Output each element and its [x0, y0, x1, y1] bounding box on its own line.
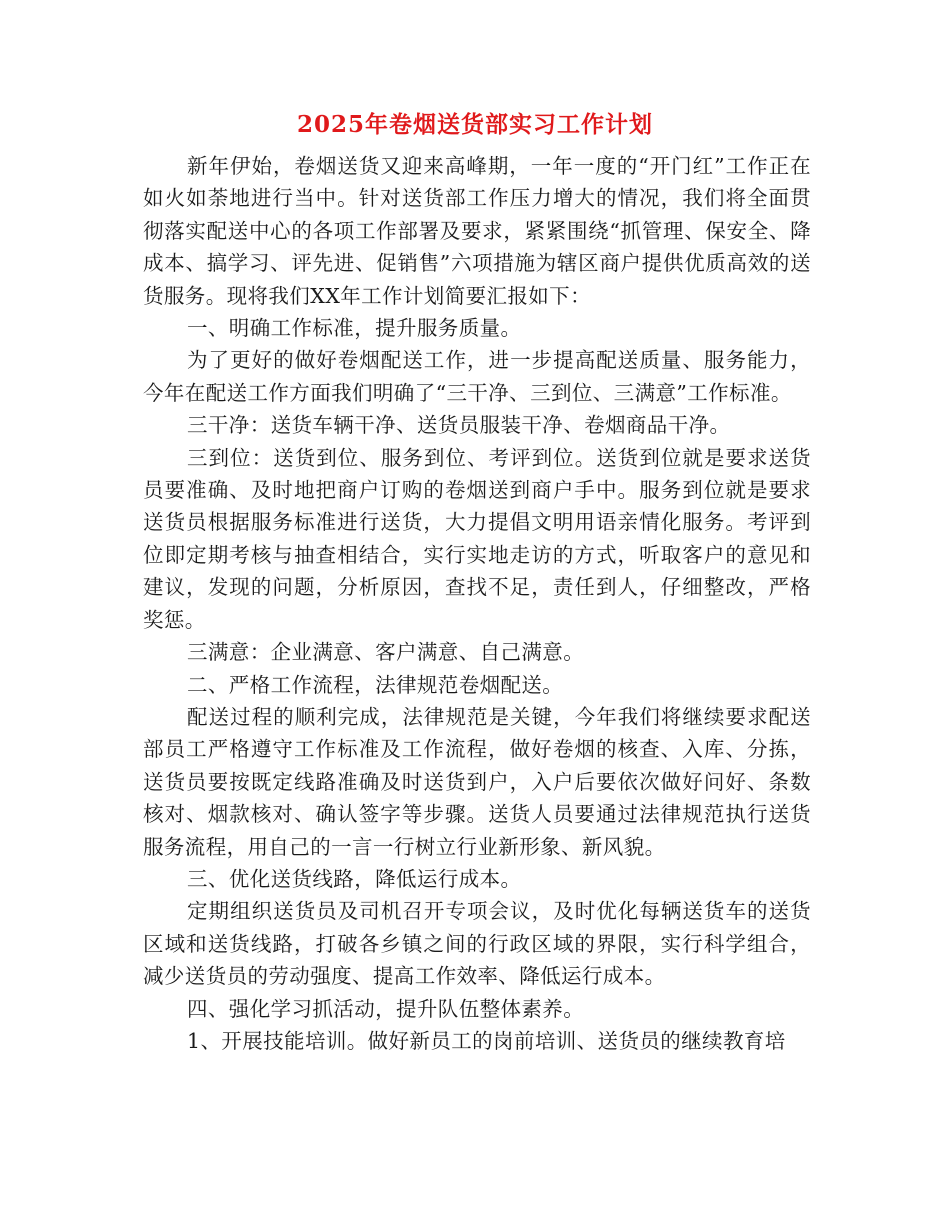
paragraph-three-clean: 三干净：送货车辆干净、送货员服装干净、卷烟商品干净。 [187, 413, 731, 438]
paragraph-process: 配送过程的顺利完成，法律规范是关键，今年我们将继续要求配送部员工严格遵守工作标准及工作流程，做好卷烟的核查、入库、分拣，送货员要按既定线路准确及时送货到户，入户后要依次做好问好、条数核对、烟款核对、确认签字等步骤。送货人员要通过法律规范执行送货服务流程，用自己的一言一行树立行业新形象、新风貌。 [143, 704, 811, 859]
paragraph-three-satisfied: 三满意：企业满意、客户满意、自己满意。 [187, 640, 585, 665]
section-heading-1: 一、明确工作标准，提升服务质量。 [187, 316, 522, 341]
paragraph-training: 1、开展技能培训。做好新员工的岗前培训、送货员的继续教育培 [187, 1028, 786, 1053]
paragraph-routes: 定期组织送货员及司机召开专项会议，及时优化每辆送货车的送货区域和送货线路，打破各乡镇之间的行政区域的界限，实行科学组合，减少送货员的劳动强度、提高工作效率、降低运行成本。 [143, 899, 811, 989]
paragraph-intro: 新年伊始，卷烟送货又迎来高峰期，一年一度的“开门红”工作正在如火如荼地进行当中。针对送货部工作压力增大的情况，我们将全面贯彻落实配送中心的各项工作部署及要求，紧紧围绕“抓管理、保安全、降成本、搞学习、评先进、促销售”六项措施为辖区商户提供优质高效的送货服务。现将我们XX年工作计划简要汇报如下： [143, 154, 811, 308]
section-heading-2: 二、严格工作流程，法律规范卷烟配送。 [187, 672, 564, 697]
page-title: 2025年卷烟送货部实习工作计划 [296, 111, 653, 138]
section-heading-4: 四、强化学习抓活动，提升队伍整体素养。 [187, 996, 585, 1021]
paragraph-three-in-place: 三到位：送货到位、服务到位、考评到位。送货到位就是要求送货员要准确、及时地把商户订购的卷烟送到商户手中。服务到位就是要求送货员根据服务标准进行送货，大力提倡文明用语亲情化服务。考评到位即定期考核与抽查相结合，实行实地走访的方式，听取客户的意见和建议，发现的问题，分析原因，查找不足，责任到人，仔细整改，严格奖惩。 [143, 445, 811, 632]
section-heading-3: 三、优化送货线路，降低运行成本。 [187, 866, 522, 891]
paragraph-standards: 为了更好的做好卷烟配送工作，进一步提高配送质量、服务能力，今年在配送工作方面我们明确了“三干净、三到位、三满意”工作标准。 [143, 348, 811, 405]
document-body [143, 150, 811, 1057]
